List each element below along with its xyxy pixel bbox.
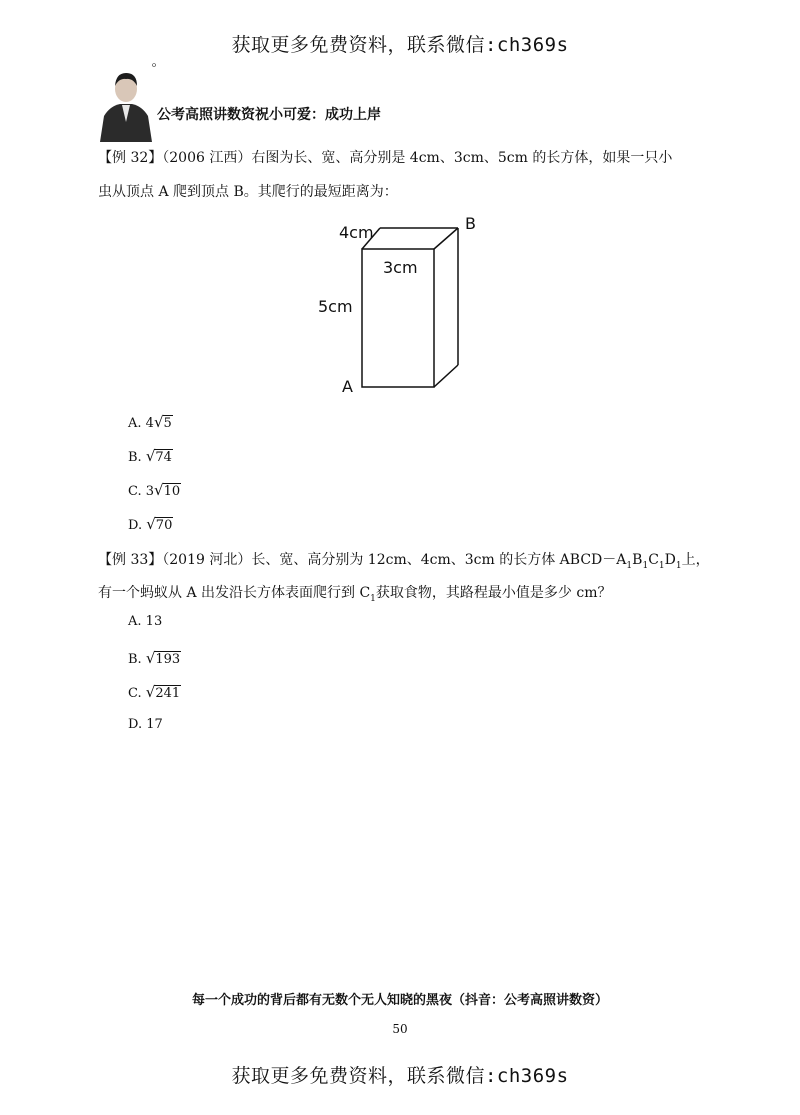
- footer-motto: 每一个成功的背后都有无数个无人知晓的黑夜（抖音：公考高照讲数资）: [191, 993, 608, 1008]
- q33-option-c[interactable]: C. √241: [128, 683, 181, 701]
- question-33-line2: 有一个蚂蚁从 A 出发沿长方体表面爬行到 $C_1$获取食物，其路程最小值是多少 cm？: [98, 585, 612, 604]
- q33-option-a[interactable]: A. 13: [128, 614, 163, 629]
- vertex-b-label: B: [465, 214, 476, 233]
- q32-option-b[interactable]: B. √74: [128, 447, 172, 465]
- header-slogan: 公考高照讲数资祝小可爱：成功上岸: [157, 107, 381, 123]
- cuboid-diagram: [310, 210, 490, 400]
- question-33-source: （2019 河北）: [162, 552, 252, 568]
- q32-option-a[interactable]: A. 4√5: [128, 413, 172, 431]
- question-32-source: （2006 江西）: [162, 150, 252, 166]
- teacher-photo: [96, 62, 156, 142]
- promo-banner-bottom: 获取更多免费资料，联系微信:ch369s: [231, 1065, 569, 1087]
- question-32-text: 右图为长、宽、高分别是 4cm、3cm、5cm 的长方体，如果一只小: [251, 150, 673, 166]
- label-length: 4cm: [339, 223, 374, 242]
- q33-option-d[interactable]: D. 17: [128, 717, 163, 732]
- question-32-line2: 虫从顶点 A 爬到顶点 B。其爬行的最短距离为：: [98, 184, 398, 200]
- label-width: 3cm: [383, 258, 418, 277]
- q32-option-c[interactable]: C. 3√10: [128, 481, 181, 499]
- page-number: 50: [392, 1022, 408, 1036]
- label-height: 5cm: [318, 297, 353, 316]
- q33-option-b[interactable]: B. √193: [128, 649, 181, 667]
- question-33-line1: 【例 33】（2019 河北）长、宽、高分别为 12cm、4cm、3cm 的长方体 $ABCD-A_1B_1C_1D_1$上，: [98, 552, 710, 571]
- promo-banner-top: 获取更多免费资料，联系微信:ch369s: [231, 34, 569, 56]
- question-32-tag: 【例 32】: [98, 150, 163, 166]
- question-33-tag: 【例 33】: [98, 552, 163, 568]
- vertex-a-label: A: [342, 377, 353, 396]
- q32-option-d[interactable]: D. √70: [128, 515, 173, 533]
- question-32-line1: [98, 148, 672, 168]
